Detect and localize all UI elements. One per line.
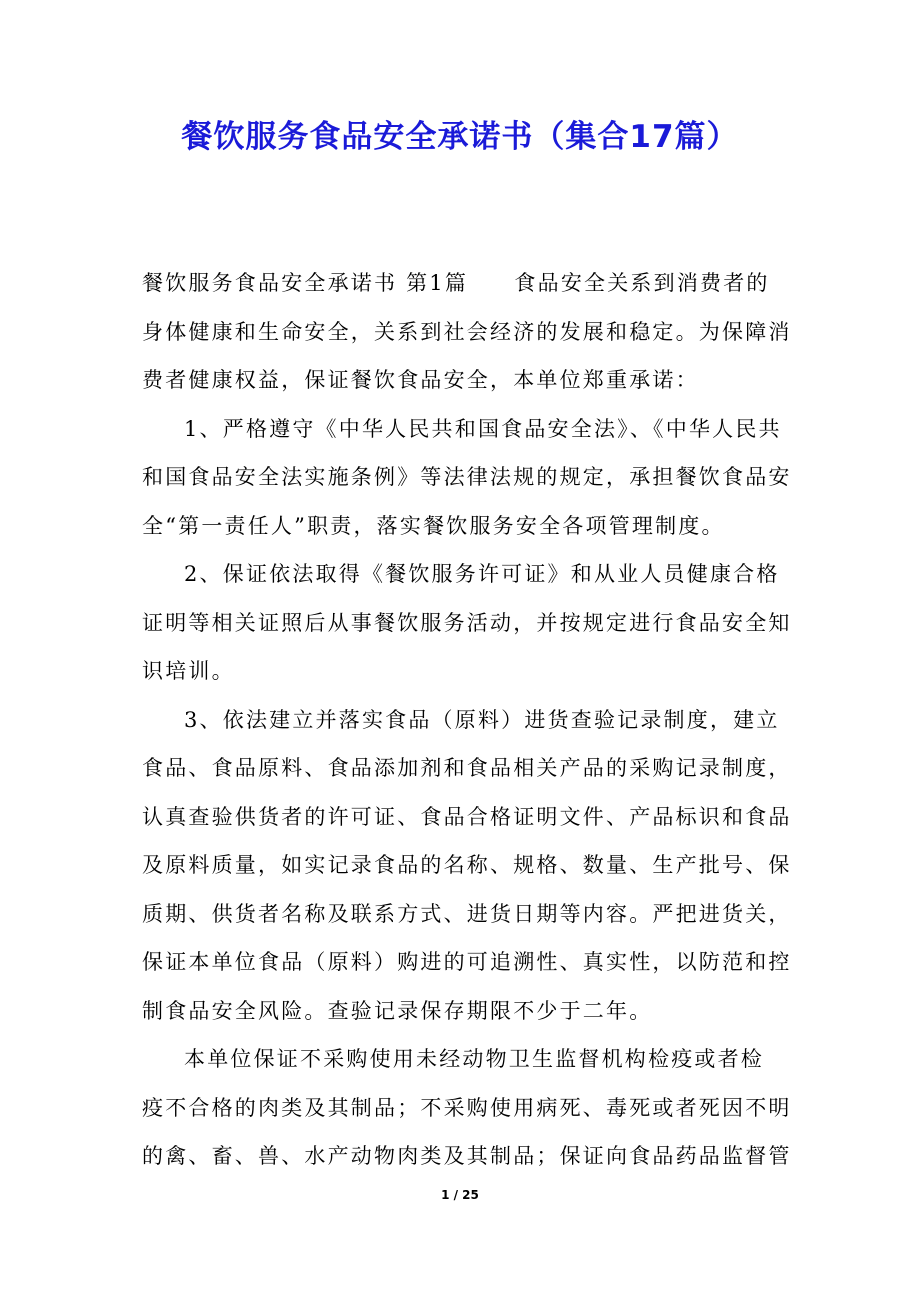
paragraph-line: 识培训。 — [142, 659, 235, 683]
paragraph-line: 疫不合格的肉类及其制品；不采购使用病死、毒死或者死因不明 — [142, 1095, 792, 1120]
paragraph-line: 费者健康权益，保证餐饮食品安全，本单位郑重承诺： — [142, 368, 699, 392]
document-body — [142, 259, 792, 1181]
paragraph-line: 身体健康和生命安全，关系到社会经济的发展和稳定。为保障消 — [142, 319, 792, 344]
paragraph-line: 食品、食品原料、食品添加剂和食品相关产品的采购记录制度， — [142, 756, 792, 780]
paragraph-line: 3、依法建立并落实食品（原料）进货查验记录制度，建立 — [184, 707, 780, 732]
paragraph-line: 全“第一责任人”职责，落实餐饮服务安全各项管理制度。 — [142, 513, 725, 538]
paragraph-line: 制食品安全风险。查验记录保存期限不少于二年。 — [142, 998, 653, 1023]
page-number: 1 / 25 — [441, 1188, 479, 1202]
document-title: 餐饮服务食品安全承诺书（集合17篇） — [181, 119, 739, 155]
paragraph-line: 认真查验供货者的许可证、食品合格证明文件、产品标识和食品 — [142, 804, 792, 829]
paragraph-line: 及原料质量，如实记录食品的名称、规格、数量、生产批号、保 — [142, 853, 792, 877]
paragraph-line: 的禽、畜、兽、水产动物肉类及其制品；保证向食品药品监督管 — [142, 1144, 792, 1168]
paragraph-line: 本单位保证不采购使用未经动物卫生监督机构检疫或者检 — [184, 1047, 764, 1071]
paragraph-line: 餐饮服务食品安全承诺书 第1篇 食品安全关系到消费者的 — [142, 271, 770, 295]
paragraph-line: 保证本单位食品（原料）购进的可追溯性、真实性，以防范和控 — [142, 950, 792, 974]
paragraph-line: 1、严格遵守《中华人民共和国食品安全法》、《中华人民共 — [184, 416, 782, 441]
paragraph-line: 和国食品安全法实施条例》等法律法规的规定，承担餐饮食品安 — [142, 465, 792, 489]
paragraph-line: 证明等相关证照后从事餐饮服务活动，并按规定进行食品安全知 — [142, 610, 792, 635]
paragraph-line: 2、保证依法取得《餐饮服务许可证》和从业人员健康合格 — [184, 562, 780, 586]
paragraph-line: 质期、供货者名称及联系方式、进货日期等内容。严把进货关， — [142, 901, 792, 926]
